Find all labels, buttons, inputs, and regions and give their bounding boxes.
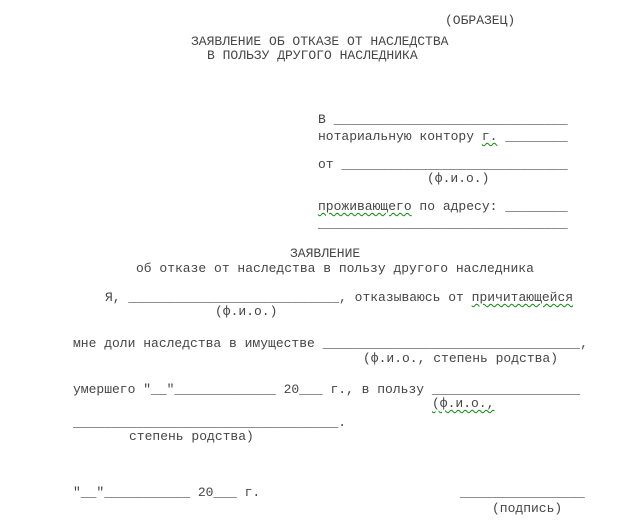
doc-title-line-1: ЗАЯВЛЕНИЕ ОБ ОТКАЗЕ ОТ НАСЛЕДСТВА xyxy=(191,34,449,49)
notary-blank: ________ xyxy=(497,129,568,144)
residing-text: по адресу: ________ xyxy=(411,199,568,214)
body-opening-note: (ф.и.о.) xyxy=(215,304,278,319)
footer-signature-blank: ________________ xyxy=(460,485,585,500)
footer-signature-note: (подпись) xyxy=(492,501,563,516)
misspelled-word-due: причитающейся xyxy=(471,290,574,305)
body-share-note: (ф.и.о., степень родства) xyxy=(363,351,559,366)
addressee-from-line: от _____________________________ xyxy=(318,157,568,172)
statement-heading: ЗАЯВЛЕНИЕ xyxy=(290,246,361,261)
footer-date-line: "__"___________ 20___ г. xyxy=(73,485,261,500)
body-beneficiary-note: степень родства) xyxy=(129,429,254,444)
body-deceased-note xyxy=(432,397,494,410)
misspelled-word-city: г. xyxy=(481,129,498,144)
body-share-line: мне доли наследства в имуществе _________________________________, xyxy=(73,336,588,351)
statement-subheading: об отказе от наследства в пользу другого наследника xyxy=(136,261,534,276)
misspelled-word-residing: проживающего xyxy=(318,199,412,214)
body-beneficiary-blank: __________________________________. xyxy=(73,415,347,430)
addressee-address-blank: ________________________________ xyxy=(318,216,568,231)
sample-label: (ОБРАЗЕЦ) xyxy=(445,13,516,28)
body-opening-line xyxy=(105,291,573,304)
addressee-from-note: (ф.и.о.) xyxy=(427,171,490,186)
doc-title-line-2: В ПОЛЬЗУ ДРУГОГО НАСЛЕДНИКА xyxy=(207,48,418,63)
addressee-notary-line xyxy=(318,130,568,143)
body-deceased-line: умершего "__"_____________ 20___ г., в пользу ___________________ xyxy=(73,382,581,397)
notary-text: нотариальную контору xyxy=(318,129,482,144)
misspelled-word-fio: (ф.и.о., xyxy=(432,396,495,411)
addressee-residing-line xyxy=(318,200,568,213)
addressee-to-line: В ______________________________ xyxy=(318,112,568,127)
opening-text: Я, ___________________________, отказываюсь от xyxy=(105,290,472,305)
